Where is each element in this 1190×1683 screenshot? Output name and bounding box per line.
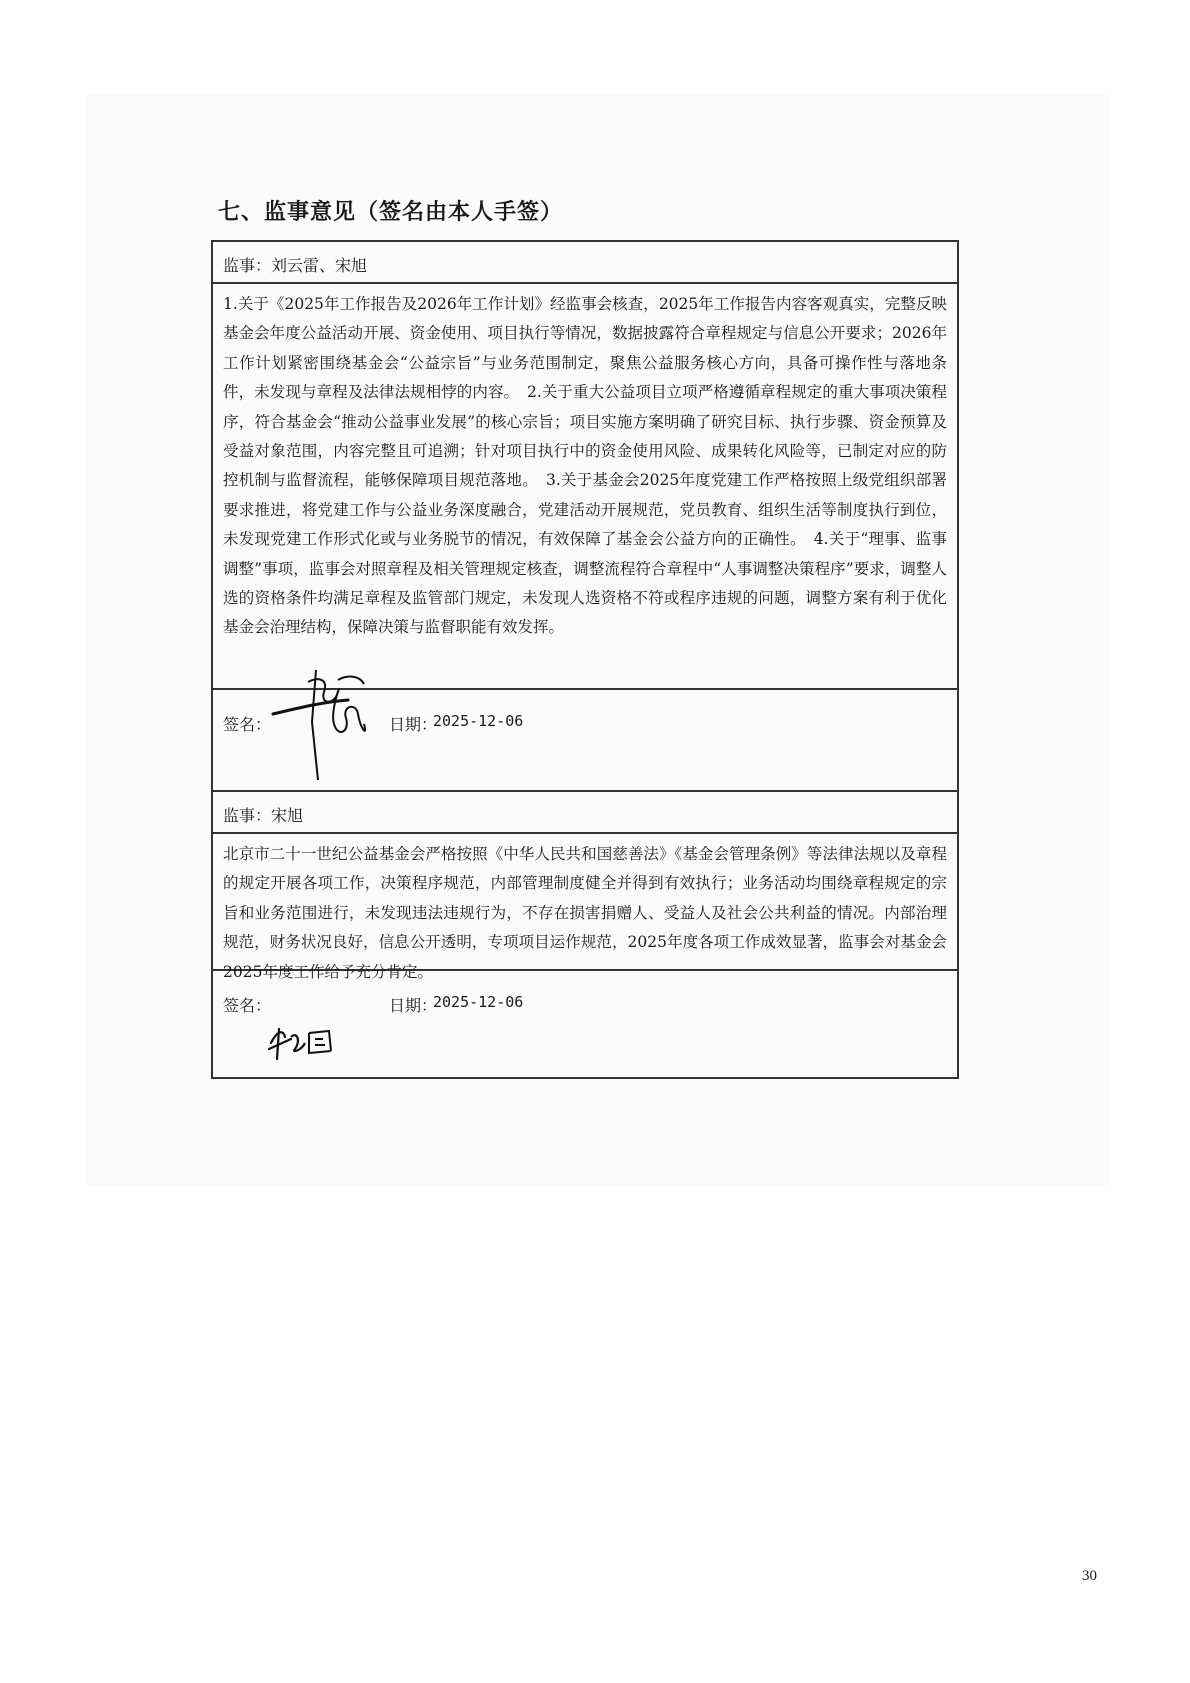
supervisors-label: 监事：宋旭 [223,806,304,825]
handwritten-signature-icon [265,1021,345,1061]
date-value: 2025-12-06 [433,993,524,1011]
signature-row [213,971,957,1077]
section-title: 七、监事意见（签名由本人手签） [218,200,564,225]
page-number: 30 [1082,1568,1097,1584]
date-label: 日期： [389,715,438,734]
date-label: 日期： [389,996,438,1015]
signature-label: 签名： [223,715,272,734]
supervisors-label-row [213,242,957,284]
supervisors-label: 监事：刘云雷、宋旭 [223,256,368,275]
opinion-text: 1.关于《2025年工作报告及2026年工作计划》经监事会核查，2025年工作报告内容客观真实，完整反映基金会年度公益活动开展、资金使用、项目执行等情况，数据披露符合章程规定与信息公开要求；2026年工作计划紧密围绕基金会“公益宗旨”与业务范围制定，聚焦公益服务核心方向，具备可操作性与落地条件，未发现与章程及法律法规相悖的内容。 2.关于重大公益项目立项严格遵循章程规定的重大事项决策程序，符合基金会“推动公益事业发展”的核心宗旨；项目实施方案明确了研究目标、执行步骤、资金预算及受益对象范围，内容完整且可追溯；针对项目执行中的资金使用风险、成果转化风险等，已制定对应的防控机制与监督流程，能够保障项目规范落地。 3.关于基金会2025年度党建工作严格按照上级党组织部署要求推进，将党建工作与公益业务深度融合，党建活动开展规范，党员教育、组织生活等制度执行到位，未发现党建工作形式化或与业务脱节的情况，有效保障了基金会公益方向的正确性。 4.关于“理事、监事调整”事项，监事会对照章程及相关管理规定核查，调整流程符合章程中“人事调整决策程序”要求，调整人选的资格条件均满足章程及监管部门规定，未发现人选资格不符或程序违规的问题，调整方案有利于优化基金会治理结构，保障决策与监督职能有效发挥。 [223,295,947,637]
opinion-row [213,834,957,981]
supervisor-opinion-table [211,240,959,1079]
opinion-text: 北京市二十一世纪公益基金会严格按照《中华人民共和国慈善法》《基金会管理条例》等法律法规以及章程的规定开展各项工作，决策程序规范，内部管理制度健全并得到有效执行；业务活动均围绕章程规定的宗旨和业务范围进行，未发现违法违规行为，不存在损害捐赠人、受益人及社会公共利益的情况。内部治理规范，财务状况良好，信息公开透明，专项项目运作规范，2025年度各项工作成效显著，监事会对基金会2025年度工作给予充分肯定。 [223,845,947,981]
supervisors-label-row [213,792,957,834]
handwritten-signature-icon [268,662,408,782]
opinion-row [213,284,957,690]
signature-label: 签名： [223,996,272,1015]
date-value: 2025-12-06 [433,712,524,730]
signature-row [213,690,957,792]
